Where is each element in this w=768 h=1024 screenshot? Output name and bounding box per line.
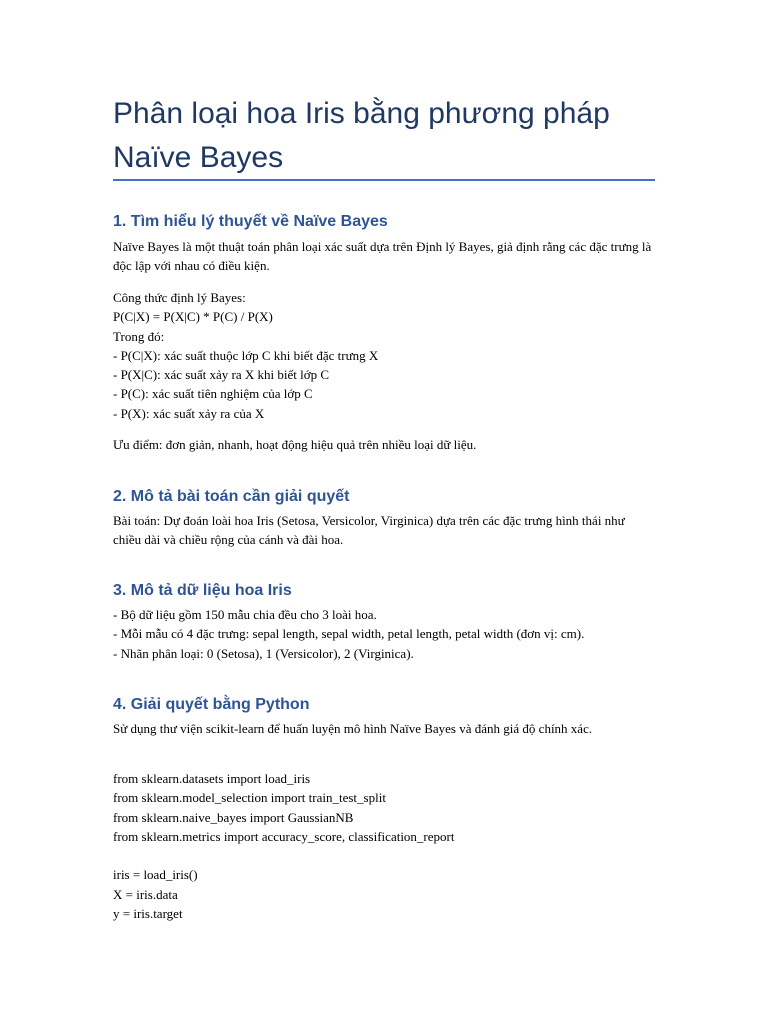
- code-line: from sklearn.model_selection import train_test_split: [113, 790, 386, 806]
- code-line: y = iris.target: [113, 906, 183, 922]
- formula-line: - P(X|C): xác suất xảy ra X khi biết lớp C: [113, 367, 329, 383]
- section-1-advantage: Ưu điểm: đơn giản, nhanh, hoạt động hiệu quả trên nhiều loại dữ liệu.: [113, 437, 477, 452]
- section-4-heading: 4. Giải quyết bằng Python: [113, 696, 310, 713]
- code-block: [113, 769, 655, 923]
- code-line: X = iris.data: [113, 886, 178, 902]
- document-title: Phân loại hoa Iris bằng phương pháp Naïve Bayes: [113, 97, 610, 174]
- section-3-list: [113, 605, 655, 663]
- formula-line: Công thức định lý Bayes:: [113, 290, 246, 305]
- code-blank-line: [113, 846, 655, 865]
- formula-line: - P(C|X): xác suất thuộc lớp C khi biết đặc trưng X: [113, 347, 379, 363]
- formula-line: P(C|X) = P(X|C) * P(C) / P(X): [113, 309, 273, 325]
- list-item: - Bộ dữ liệu gồm 150 mẫu chia đều cho 3 loài hoa.: [113, 607, 377, 622]
- title-underline: [113, 179, 655, 181]
- list-item: - Nhãn phân loại: 0 (Setosa), 1 (Versicolor), 2 (Virginica).: [113, 645, 414, 661]
- formula-line: Trong đó:: [113, 328, 165, 344]
- section-3-heading: 3. Mô tả dữ liệu hoa Iris: [113, 582, 292, 599]
- section-2-heading: 2. Mô tả bài toán cần giải quyết: [113, 488, 350, 505]
- section-2-body: Bài toán: Dự đoán loài hoa Iris (Setosa, Versicolor, Virginica) dựa trên các đặc trưng hình thái như chiều dài và chiều rộng của cánh và đài hoa.: [113, 513, 625, 548]
- code-line: from sklearn.metrics import accuracy_score, classification_report: [113, 828, 455, 844]
- code-line: from sklearn.naive_bayes import GaussianNB: [113, 809, 354, 825]
- formula-line: - P(C): xác suất tiên nghiệm của lớp C: [113, 386, 313, 402]
- section-1-formula-block: [113, 288, 655, 423]
- code-line: iris = load_iris(): [113, 867, 198, 883]
- list-item: - Mỗi mẫu có 4 đặc trưng: sepal length, sepal width, petal length, petal width (đơn vị: cm).: [113, 626, 585, 642]
- code-line: from sklearn.datasets import load_iris: [113, 771, 311, 786]
- formula-line: - P(X): xác suất xảy ra của X: [113, 405, 265, 421]
- section-1-heading: 1. Tìm hiểu lý thuyết về Naïve Bayes: [113, 213, 388, 230]
- section-4-body: Sử dụng thư viện scikit-learn để huấn luyện mô hình Naïve Bayes và đánh giá độ chính xác.: [113, 721, 593, 736]
- section-1-intro: Naïve Bayes là một thuật toán phân loại xác suất dựa trên Định lý Bayes, giả định rằng các đặc trưng là độc lập với nhau có điều kiện.: [113, 239, 652, 274]
